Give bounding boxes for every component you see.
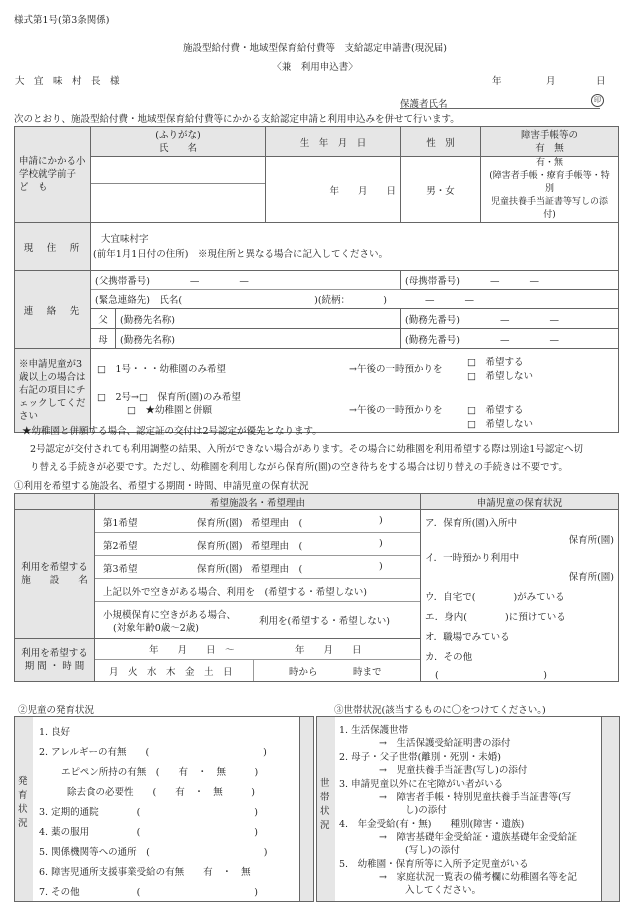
household-2[interactable]: 2. 母子・父子世帯(離別・死別・未婚) [339,752,501,763]
period-label-2: 期 間 ・ 時 間 [24,661,85,672]
household-4[interactable]: 4. 年金受給(有・無) 種別(障害・遺族) [339,819,525,830]
dev-item-7[interactable]: 7. その他 ( ) [39,887,258,898]
wish-options [91,349,619,433]
address-field[interactable] [91,223,619,271]
cert-note-2: 児童扶養手当証書等写しの添付) [491,197,609,220]
emergency-field[interactable] [91,290,619,309]
dev-item-1[interactable]: 1. 良好 [39,727,71,738]
weekday-options: 月 火 水 木 金 土 日 [109,667,233,678]
form-subtitle: 〈兼 利用申込書〉 [272,62,358,73]
paren-close: ) [379,515,383,526]
other-vacancy: 上記以外で空きがある場合、利用を (希望する・希望しない) [103,587,367,598]
relation-label: )(続柄： ) [314,295,387,306]
form-number: 様式第1号(第3条関係) [14,15,110,26]
dev-item-4[interactable]: 4. 薬の服用 ( ) [39,827,258,838]
temp-care-notwant-2[interactable]: □ 希望しない [467,419,533,430]
father-label: 父 [91,309,116,329]
dev-side [15,717,34,901]
dash: — [499,314,510,326]
temp-care-label-1: →午後の一時預かりを [349,364,443,375]
care-u[interactable]: ウ．自宅で( )がみている [425,592,565,603]
application-table [14,126,619,433]
household-title: ③世帯状況(該当するものに〇をつけてください。) [334,705,546,716]
sex-field[interactable]: 男・女 [401,157,481,223]
dash: — [549,334,559,346]
sex-header: 性 別 [401,127,481,157]
household-items [335,717,602,901]
temp-care-notwant-1[interactable]: □ 希望しない [467,371,533,382]
note-1: ★幼稚園と併願する場合、認定証の交付は2号認定が優先となります。 [22,426,322,437]
facility-row-label [15,510,95,639]
date-month: 月 [546,76,556,87]
dev-items [33,717,300,901]
father-mobile-label: (父携帯番号) [95,276,150,287]
dev-title: ②児童の発育状況 [18,705,95,716]
mother-work-field[interactable]: (勤務先名称) [116,329,401,349]
care-status-header: 申請児童の保育状況 [421,494,619,510]
dash: — [425,295,435,306]
wish-2-label: 第2希望 [103,541,138,552]
contact-label: 連 絡 先 [15,271,91,349]
mother-mobile-field[interactable] [401,271,619,290]
reason-label: 希望理由 ( [251,541,303,552]
emergency-label: (緊急連絡先) 氏名( [95,295,183,306]
dev-item-2b[interactable]: 除去食の必要性 ( 有 ・ 無 ) [67,787,255,798]
other-row[interactable] [95,579,420,602]
wish-row-label: ※申請児童が3歳以上の場合は右記の項目にチェックしてください [15,349,91,433]
seal-icon: 印 [591,94,604,107]
dash: — [189,276,200,287]
date-year: 年 [492,76,502,87]
household-5-note-2: 入してください。 [405,885,482,896]
furigana-label: (ふりがな) [155,129,201,141]
nursery-label: 保育所(園) [197,541,243,552]
father-mobile-field[interactable] [91,271,401,290]
wish-3-label: 第3希望 [103,564,138,575]
father-work-field[interactable]: (勤務先名称) [116,309,401,329]
household-4-note-2: (写し)の添付 [405,845,460,856]
facility-label-1: 利用を希望する [21,562,88,573]
care-a-nursery: 保育所(園) [568,535,614,546]
dash: — [489,276,500,287]
household-side-label: 世帯状況 [320,778,330,831]
cert-yesno: 有・無 [536,158,564,168]
option-combined[interactable]: □ ★幼稚園と併願 [127,405,212,416]
wish-1-row[interactable] [95,510,420,533]
address-label: 現 住 所 [15,223,91,271]
name-label: 氏 名 [159,142,198,154]
period-to: 年 月 日 [295,645,362,656]
household-5[interactable]: 5. 幼稚園・保育所等に入所予定児童がいる [339,859,529,870]
household-2-note: → 児童扶養手当証書(写し)の添付 [379,765,528,776]
furigana-field[interactable] [91,169,265,184]
dev-item-3[interactable]: 3. 定期的通院 ( ) [39,807,258,818]
cert-field[interactable] [481,157,619,223]
facility-label-2: 施 設 名 [21,575,88,586]
name-field[interactable] [91,184,265,211]
reason-label: 希望理由 ( [251,564,303,575]
option-type1[interactable]: □ 1号・・・幼稚園のみ希望 [97,364,227,375]
care-ka-detail: ( ) [435,670,547,681]
cert-header [481,127,619,157]
period-row-label [15,639,95,682]
period-from: 年 月 日 ～ [149,645,235,656]
nursery-label: 保育所(園) [197,518,243,529]
dash: — [239,276,249,287]
child-row-label: 申請にかかる小学校就学前子 ど も [15,127,91,223]
household-3-note: → 障害者手帳・特別児童扶養手当証書等(写 [379,792,572,803]
temp-care-want-2[interactable]: □ 希望する [467,405,524,416]
temp-care-want-1[interactable]: □ 希望する [467,357,524,368]
time-to: 時まで [353,667,382,678]
household-1[interactable]: 1. 生活保護世帯 [339,725,409,736]
facility-header: 希望施設名・希望理由 [95,494,421,510]
dash: — [529,276,539,287]
work-phone-label: (勤務先番号) [405,314,460,326]
household-panel [316,716,620,902]
note-3: り替える手続きが必要です。ただし、幼稚園を利用しながら保育所(園)の空き待ちをする場合は切り替えの手続きは不要です。 [30,462,568,473]
dob-field[interactable]: 年 月 日 [266,157,401,223]
cert-header-2: 有 無 [535,142,564,154]
care-a[interactable]: ア．保育所(園)入所中 [425,518,518,529]
facility-wishes [95,510,421,639]
mother-work-phone-field[interactable] [401,329,619,349]
dash: — [464,295,474,306]
dob-header: 生 年 月 日 [266,127,401,157]
dash: — [499,334,510,346]
care-e[interactable]: エ．身内( )に預けている [425,612,566,623]
cert-header-1: 障害手帳等の [521,129,579,141]
seal-mark [591,94,604,107]
care-status [421,510,619,682]
address-village: 大宜味村字 [101,233,149,245]
child-name-field[interactable] [91,157,266,223]
dev-item-2a[interactable]: エピペン所持の有無 ( 有 ・ 無 ) [61,767,259,778]
wish-2-row[interactable] [95,533,420,556]
reason-label: 希望理由 ( [251,518,303,529]
dev-item-6[interactable]: 6. 障害児通所支援事業受給の有無 有 ・ 無 [39,867,251,878]
mother-label: 母 [91,329,116,349]
household-side [317,717,336,901]
guardian-name-label: 保護者氏名 [400,99,448,110]
household-4-note: → 障害基礎年金受給証・遺族基礎年金受給証 [379,832,577,843]
household-1-note: → 生活保護受給証明書の添付 [379,738,511,749]
date-day: 日 [596,76,606,87]
time-from: 時から [289,667,318,678]
note-2: 2号認定が交付されても利用調整の結果、入所ができない場合があります。その場合に幼稚園を利用希望する際は別途1号認定へ切 [30,444,583,455]
period-label-1: 利用を希望する [21,648,88,659]
work-phone-label: (勤務先番号) [405,334,460,346]
period-field[interactable] [95,639,421,682]
household-3[interactable]: 3. 申請児童以外に在宅障がい者がいる [339,779,504,790]
care-o[interactable]: オ．職場でみている [425,632,510,643]
dev-side-label: 発育状況 [18,776,28,829]
father-work-phone-field[interactable] [401,309,619,329]
wish-1-label: 第1希望 [103,518,138,529]
wish-3-row[interactable] [95,556,420,579]
paren-close: ) [379,538,383,549]
section-1-title: ①利用を希望する施設名、希望する期間・時間、申請児童の保育状況 [14,481,309,492]
household-5-note: → 家庭状況一覧表の備考欄に幼稚園名等を記 [379,872,577,883]
address-previous: (前年1月1日付の住所) ※現住所と異なる場合に記入してください。 [93,248,389,260]
option-type2[interactable]: □ 2号→□ 保育所(園)のみ希望 [97,392,241,403]
household-3-note-2: し)の添付 [405,805,447,816]
mother-mobile-label: (母携帯番号) [405,276,460,287]
addressee: 大 宜 味 村 長 様 [15,76,120,87]
cert-note-1: (障害者手帳・療育手帳等・特別 [489,171,610,194]
small-care-3: 利用を(希望する・希望しない) [259,616,390,627]
dev-panel [14,716,314,902]
name-header [91,127,266,157]
nursery-label: 保育所(園) [197,564,243,575]
care-i-nursery: 保育所(園) [568,572,614,583]
small-row[interactable] [95,602,420,638]
intro-text: 次のとおり、施設型給付費・地域型保育給付費等にかかる支給認定申請と利用申込みを併せて行います。 [14,114,460,125]
care-ka[interactable]: カ．その他 [425,652,473,663]
temp-care-label-2: →午後の一時預かりを [349,405,443,416]
care-i[interactable]: イ．一時預かり利用中 [425,553,520,564]
paren-close: ) [379,561,383,572]
guardian-name-field[interactable] [400,96,600,109]
dash: — [549,314,559,326]
facility-table [14,493,619,682]
form-title: 施設型給付費・地域型保育給付費等 支給認定申請書(現況届) [183,43,447,54]
small-care-2: (対象年齢0歳～2歳) [113,623,200,634]
dev-item-5[interactable]: 5. 関係機関等への通所 ( ) [39,847,268,858]
dev-item-2[interactable]: 2. アレルギーの有無 ( ) [39,747,267,758]
small-care-1: 小規模保育に空きがある場合、 [103,610,237,621]
